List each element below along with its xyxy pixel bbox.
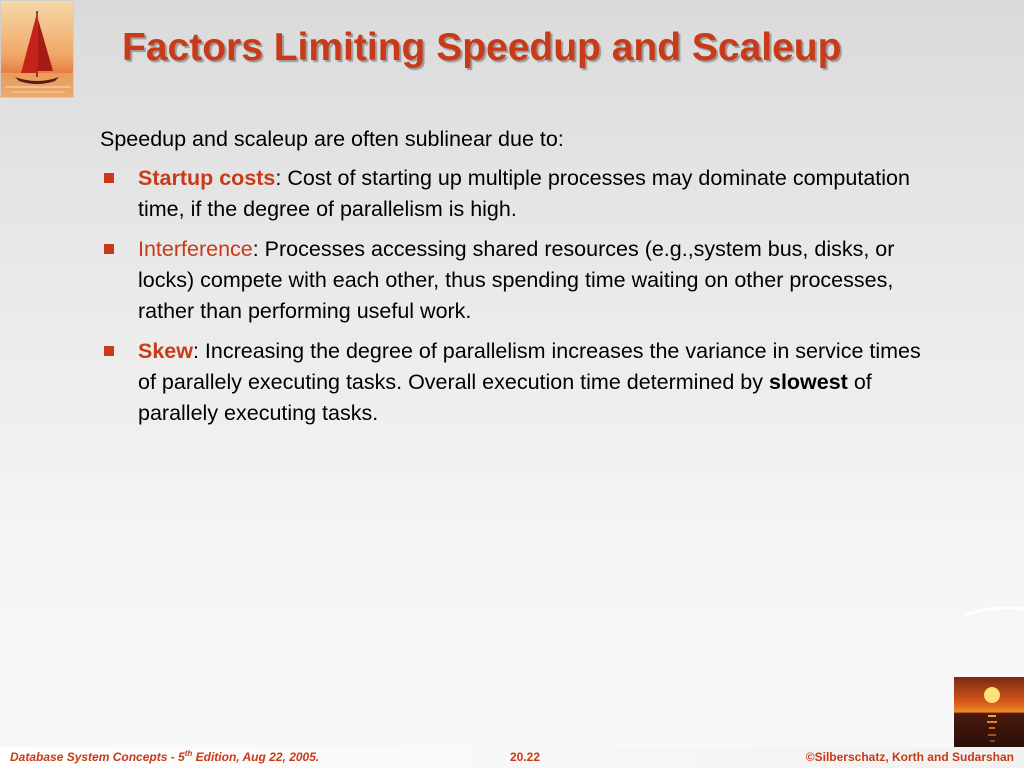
footer-copyright: ©Silberschatz, Korth and Sudarshan bbox=[805, 750, 1014, 764]
footer-edition-superscript: th bbox=[184, 749, 193, 758]
term-interference: Interference bbox=[138, 237, 253, 261]
square-bullet-icon bbox=[104, 346, 114, 356]
sailboat-sunset-graphic bbox=[1, 1, 74, 98]
intro-text: Speedup and scaleup are often sublinear due to: bbox=[100, 127, 564, 151]
footer-book-edition bbox=[10, 750, 319, 764]
term-startup-costs: Startup costs bbox=[138, 166, 276, 190]
startup-costs-text: : Cost of starting up multiple processes may dominate computation time, if the degree of parallelism is high. bbox=[138, 166, 910, 221]
ocean-sunset-icon bbox=[954, 677, 1024, 747]
footer-slide-number: 20.22 bbox=[510, 750, 541, 764]
slide-content bbox=[100, 124, 930, 438]
interference-text: : Processes accessing shared resources (e.g.,system bus, disks, or locks) compete with each other, thus spending time waiting on other processes, rather than performing useful work. bbox=[138, 237, 895, 323]
footer-bar bbox=[0, 747, 1024, 768]
slide-title: Factors Limiting Speedup and Scaleup bbox=[122, 26, 842, 69]
footer-book-title: Database System Concepts - 5 bbox=[10, 750, 185, 764]
bullet-skew bbox=[100, 336, 930, 429]
ocean-sunset-graphic bbox=[954, 677, 1024, 747]
sailboat-sunset-icon bbox=[0, 0, 74, 98]
term-skew: Skew bbox=[138, 339, 193, 363]
skew-text-before: : Increasing the degree of parallelism increases the variance in service times of parallely executing tasks. Overall execution time determined by bbox=[138, 339, 921, 394]
footer-edition-date: Edition, Aug 22, 2005. bbox=[192, 750, 320, 764]
square-bullet-icon bbox=[104, 173, 114, 183]
decorative-curve bbox=[964, 603, 1024, 617]
square-bullet-icon bbox=[104, 244, 114, 254]
bullet-interference bbox=[100, 234, 930, 327]
skew-text-after: of parallely executing tasks. bbox=[138, 370, 872, 425]
bullet-startup-costs bbox=[100, 163, 930, 225]
skew-emphasis: slowest bbox=[768, 370, 848, 394]
